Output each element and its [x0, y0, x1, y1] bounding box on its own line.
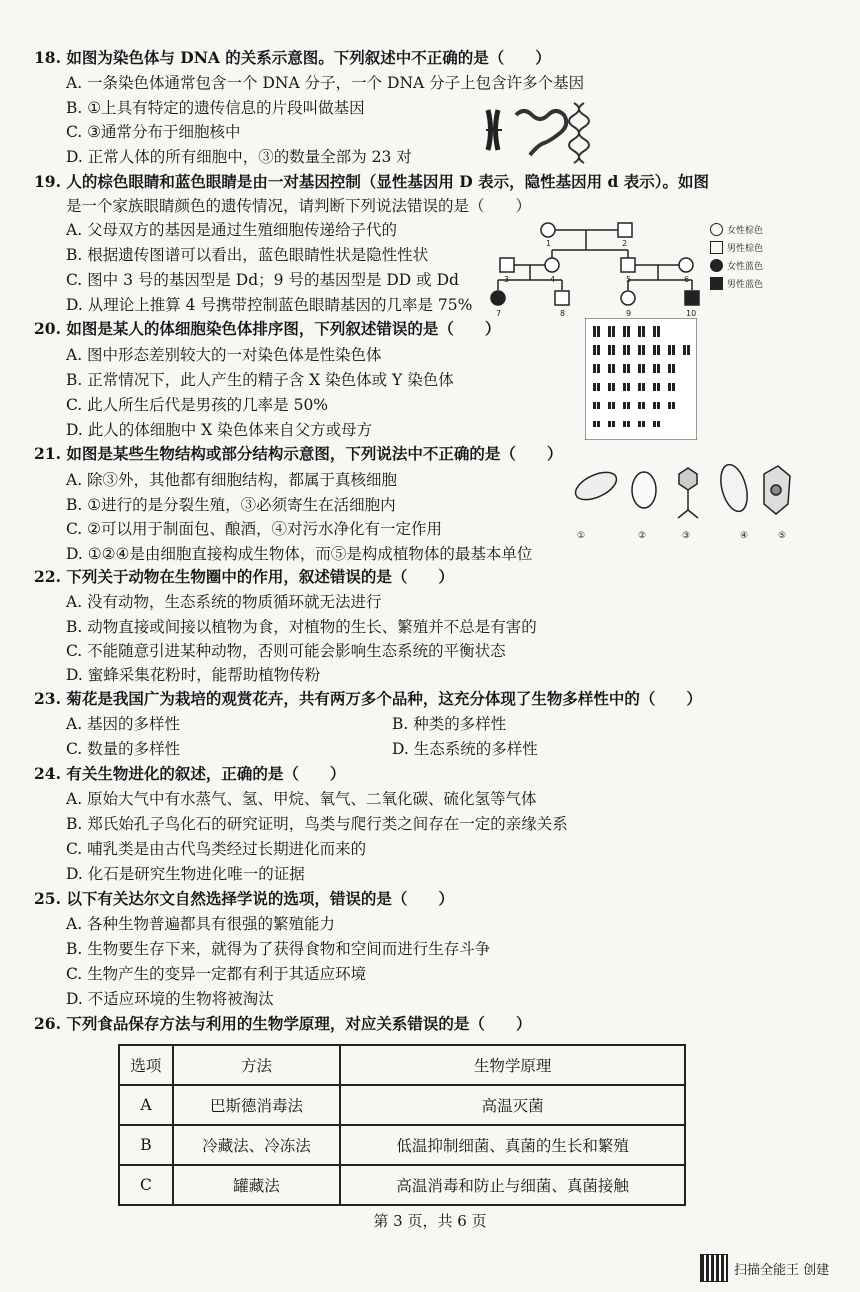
chromosome-mark: [612, 402, 615, 409]
chromosome-mark: [627, 402, 630, 409]
chromosome-mark: [623, 421, 626, 427]
chromosome-mark: [623, 402, 626, 409]
chromosome-mark: [608, 326, 611, 337]
chromosome-mark: [687, 345, 690, 355]
chromosome-mark: [608, 383, 611, 391]
q23-option-d: D. 生态系统的多样性: [392, 740, 538, 758]
chromosome-mark: [672, 383, 675, 391]
chromosome-mark: [627, 364, 630, 373]
chromosome-mark: [672, 402, 675, 409]
chromosome-mark: [593, 421, 596, 427]
chromosome-mark: [653, 421, 656, 427]
table-cell: 罐藏法: [173, 1165, 340, 1205]
q23-option-a: A. 基因的多样性: [66, 715, 181, 733]
chromosome-mark: [627, 326, 630, 337]
chromosome-mark: [597, 383, 600, 391]
q21-option-c: C. ②可以用于制面包、酿酒，④对污水净化有一定作用: [66, 520, 443, 538]
q19-stem-line1: 19. 人的棕色眼睛和蓝色眼睛是由一对基因控制（显性基因用 D 表示，隐性基因用 d 表示）。如图: [34, 172, 709, 191]
table-row: [119, 1125, 685, 1165]
page-number: 第 3 页，共 6 页: [373, 1212, 487, 1230]
table-cell: 低温抑制细菌、真菌的生长和繁殖: [340, 1125, 685, 1165]
chromosome-mark: [593, 326, 596, 337]
chromosome-mark: [623, 364, 626, 373]
organism-label: ③: [682, 531, 691, 541]
q19-option-d: D. 从理论上推算 4 号携带控制蓝色眼睛基因的几率是 75%: [66, 296, 473, 314]
chromosome-mark: [608, 421, 611, 427]
q19-option-c: C. 图中 3 号的基因型是 Dd；9 号的基因型是 DD 或 Dd: [66, 271, 459, 289]
chromosome-mark: [638, 421, 641, 427]
chromosome-mark: [593, 364, 596, 373]
chromosome-mark: [657, 364, 660, 373]
svg-text:3: 3: [504, 275, 510, 284]
chromosome-mark: [657, 326, 660, 337]
legend-item: 女性棕色: [710, 220, 763, 238]
q20-option-c: C. 此人所生后代是男孩的几率是 50%: [66, 396, 329, 414]
table-header: 选项: [119, 1045, 173, 1085]
q19-stem-line2: 是一个家族眼睛颜色的遗传情况，请判断下列说法错误的是（ ）: [66, 197, 532, 215]
q20-option-b: B. 正常情况下，此人产生的精子含 X 染色体或 Y 染色体: [66, 371, 454, 389]
chromosome-mark: [612, 364, 615, 373]
chromosome-mark: [593, 383, 596, 391]
qr-code-icon: [700, 1254, 728, 1282]
q22-option-a: A. 没有动物，生态系统的物质循环就无法进行: [66, 593, 382, 611]
chromosome-mark: [597, 364, 600, 373]
chromosome-mark: [597, 402, 600, 409]
svg-text:10: 10: [686, 309, 697, 318]
q25-option-a: A. 各种生物普遍都具有很强的繁殖能力: [66, 915, 336, 933]
chromosome-mark: [638, 364, 641, 373]
chromosome-mark: [668, 345, 671, 355]
q18-stem: 18. 如图为染色体与 DNA 的关系示意图。下列叙述中不正确的是（ ）: [34, 48, 551, 67]
chromosome-mark: [642, 345, 645, 355]
chromosome-mark: [642, 326, 645, 337]
chromosome-mark: [657, 421, 660, 427]
q20-stem: 20. 如图是某人的体细胞染色体排序图，下列叙述错误的是（ ）: [34, 319, 501, 338]
table-cell: 巴斯德消毒法: [173, 1085, 340, 1125]
chromosome-mark: [668, 402, 671, 409]
chromosome-mark: [672, 345, 675, 355]
q26-table: [118, 1044, 686, 1206]
chromosome-mark: [668, 364, 671, 373]
q24-option-d: D. 化石是研究生物进化唯一的证据: [66, 865, 305, 883]
table-row: [119, 1165, 685, 1205]
male-filled-square-icon: [710, 277, 723, 290]
table-cell: 高温灭菌: [340, 1085, 685, 1125]
q25-option-c: C. 生物产生的变异一定都有利于其适应环境: [66, 965, 367, 983]
q24-stem: 24. 有关生物进化的叙述，正确的是（ ）: [34, 764, 346, 783]
chromosome-mark: [657, 383, 660, 391]
chromosome-mark: [627, 421, 630, 427]
chromosome-mark: [653, 364, 656, 373]
q25-stem: 25. 以下有关达尔文自然选择学说的选项，错误的是（ ）: [34, 889, 454, 908]
svg-text:7: 7: [496, 309, 502, 318]
svg-text:9: 9: [626, 309, 632, 318]
chromosome-mark: [638, 402, 641, 409]
q21-option-b: B. ①进行的是分裂生殖，③必须寄生在活细胞内: [66, 496, 396, 514]
chromosome-mark: [623, 383, 626, 391]
chromosome-mark: [627, 345, 630, 355]
table-header-row: [119, 1045, 685, 1085]
q22-stem: 22. 下列关于动物在生物圈中的作用，叙述错误的是（ ）: [34, 567, 454, 586]
chromosome-mark: [653, 402, 656, 409]
chromosome-mark: [593, 402, 596, 409]
chromosome-mark: [627, 383, 630, 391]
chromosome-mark: [642, 402, 645, 409]
table-cell: B: [119, 1125, 173, 1165]
table-header: 生物学原理: [340, 1045, 685, 1085]
chromosome-mark: [638, 326, 641, 337]
q23-option-b: B. 种类的多样性: [392, 715, 507, 733]
karyotype-image: [585, 318, 697, 440]
q26-stem: 26. 下列食品保存方法与利用的生物学原理，对应关系错误的是（ ）: [34, 1014, 532, 1033]
q19-option-a: A. 父母双方的基因是通过生殖细胞传递给子代的: [66, 221, 398, 239]
chromosome-mark: [597, 421, 600, 427]
legend-item: 男性蓝色: [710, 274, 763, 292]
virus-head-shape: [679, 468, 697, 490]
q24-option-a: A. 原始大气中有水蒸气、氢、甲烷、氧气、二氧化碳、硫化氢等气体: [66, 790, 537, 808]
chromosome-mark: [623, 326, 626, 337]
chromosome-mark: [608, 364, 611, 373]
q19-option-b: B. 根据遗传图谱可以看出，蓝色眼睛性状是隐性性状: [66, 246, 429, 264]
chromosome-mark: [608, 402, 611, 409]
q20-option-d: D. 此人的体细胞中 X 染色体来自父方或母方: [66, 421, 373, 439]
q25-option-d: D. 不适应环境的生物将被淘汰: [66, 990, 274, 1008]
q18-option-a: A. 一条染色体通常包含一个 DNA 分子，一个 DNA 分子上包含许多个基因: [66, 74, 585, 92]
chromosome-mark: [612, 421, 615, 427]
chromosome-dna-diagram: [478, 95, 613, 165]
bacterium-shape: [571, 467, 620, 506]
chromosome-mark: [612, 326, 615, 337]
chromosome-mark: [672, 364, 675, 373]
organism-label: ⑤: [778, 531, 787, 541]
chromosome-mark: [683, 345, 686, 355]
legend-item: 女性蓝色: [710, 256, 763, 274]
q23-option-c: C. 数量的多样性: [66, 740, 181, 758]
q24-option-c: C. 哺乳类是由古代鸟类经过长期进化而来的: [66, 840, 367, 858]
chromosome-mark: [623, 345, 626, 355]
q22-option-c: C. 不能随意引进某种动物，否则可能会影响生态系统的平衡状态: [66, 642, 506, 660]
pedigree-legend: [710, 220, 763, 292]
organism-label: ④: [740, 531, 749, 541]
chromosome-mark: [638, 345, 641, 355]
organisms-diagram: [566, 456, 791, 544]
chromosome-mark: [638, 383, 641, 391]
svg-text:8: 8: [560, 309, 566, 318]
table-row: [119, 1085, 685, 1125]
chromosome-mark: [657, 345, 660, 355]
q24-option-b: B. 郑氏始孔子鸟化石的研究证明，鸟类与爬行类之间存在一定的亲缘关系: [66, 815, 568, 833]
chromosome-mark: [642, 421, 645, 427]
organism-label: ②: [638, 531, 647, 541]
chromosome-mark: [608, 345, 611, 355]
chromosome-mark: [653, 345, 656, 355]
male-square-icon: [710, 241, 723, 254]
chromosome-mark: [597, 326, 600, 337]
chromosome-mark: [668, 383, 671, 391]
q21-option-d: D. ①②④是由细胞直接构成生物体，而⑤是构成植物体的最基本单位: [66, 545, 533, 563]
table-header: 方法: [173, 1045, 340, 1085]
female-circle-icon: [710, 223, 723, 236]
table-cell: A: [119, 1085, 173, 1125]
organism-label: ①: [577, 531, 586, 541]
female-filled-circle-icon: [710, 259, 723, 272]
svg-text:1: 1: [546, 239, 552, 248]
table-cell: 高温消毒和防止与细菌、真菌接触: [340, 1165, 685, 1205]
paramecium-shape: [716, 462, 752, 515]
svg-text:4: 4: [550, 275, 556, 284]
q21-option-a: A. 除③外，其他都有细胞结构，都属于真核细胞: [66, 471, 398, 489]
legend-item: 男性棕色: [710, 238, 763, 256]
svg-text:2: 2: [622, 239, 628, 248]
table-cell: C: [119, 1165, 173, 1205]
q21-stem: 21. 如图是某些生物结构或部分结构示意图，下列说法中不正确的是（ ）: [34, 444, 563, 463]
q18-option-d: D. 正常人体的所有细胞中，③的数量全部为 23 对: [66, 148, 412, 166]
svg-text:5: 5: [626, 275, 632, 284]
yeast-shape: [632, 472, 656, 508]
chromosome-mark: [657, 402, 660, 409]
chromosome-mark: [642, 364, 645, 373]
chromosome-mark: [653, 383, 656, 391]
table-cell: 冷藏法、冷冻法: [173, 1125, 340, 1165]
q20-option-a: A. 图中形态差别较大的一对染色体是性染色体: [66, 346, 382, 364]
q22-option-d: D. 蜜蜂采集花粉时，能帮助植物传粉: [66, 666, 321, 684]
chromosome-mark: [593, 345, 596, 355]
chromosome-mark: [612, 345, 615, 355]
q18-option-c: C. ③通常分布于细胞核中: [66, 123, 241, 141]
pedigree-chart: [488, 218, 718, 320]
chromosome-mark: [642, 383, 645, 391]
svg-text:6: 6: [684, 275, 690, 284]
q18-option-b: B. ①上具有特定的遗传信息的片段叫做基因: [66, 99, 365, 117]
chromosome-mark: [597, 345, 600, 355]
chromosome-mark: [612, 383, 615, 391]
q22-option-b: B. 动物直接或间接以植物为食，对植物的生长、繁殖并不总是有害的: [66, 618, 537, 636]
chromosome-mark: [653, 326, 656, 337]
q25-option-b: B. 生物要生存下来，就得为了获得食物和空间而进行生存斗争: [66, 940, 491, 958]
q23-stem: 23. 菊花是我国广为栽培的观赏花卉，共有两万多个品种，这充分体现了生物多样性中的（ ）: [34, 689, 702, 708]
scanner-watermark: 扫描全能王 创建: [700, 1254, 829, 1282]
